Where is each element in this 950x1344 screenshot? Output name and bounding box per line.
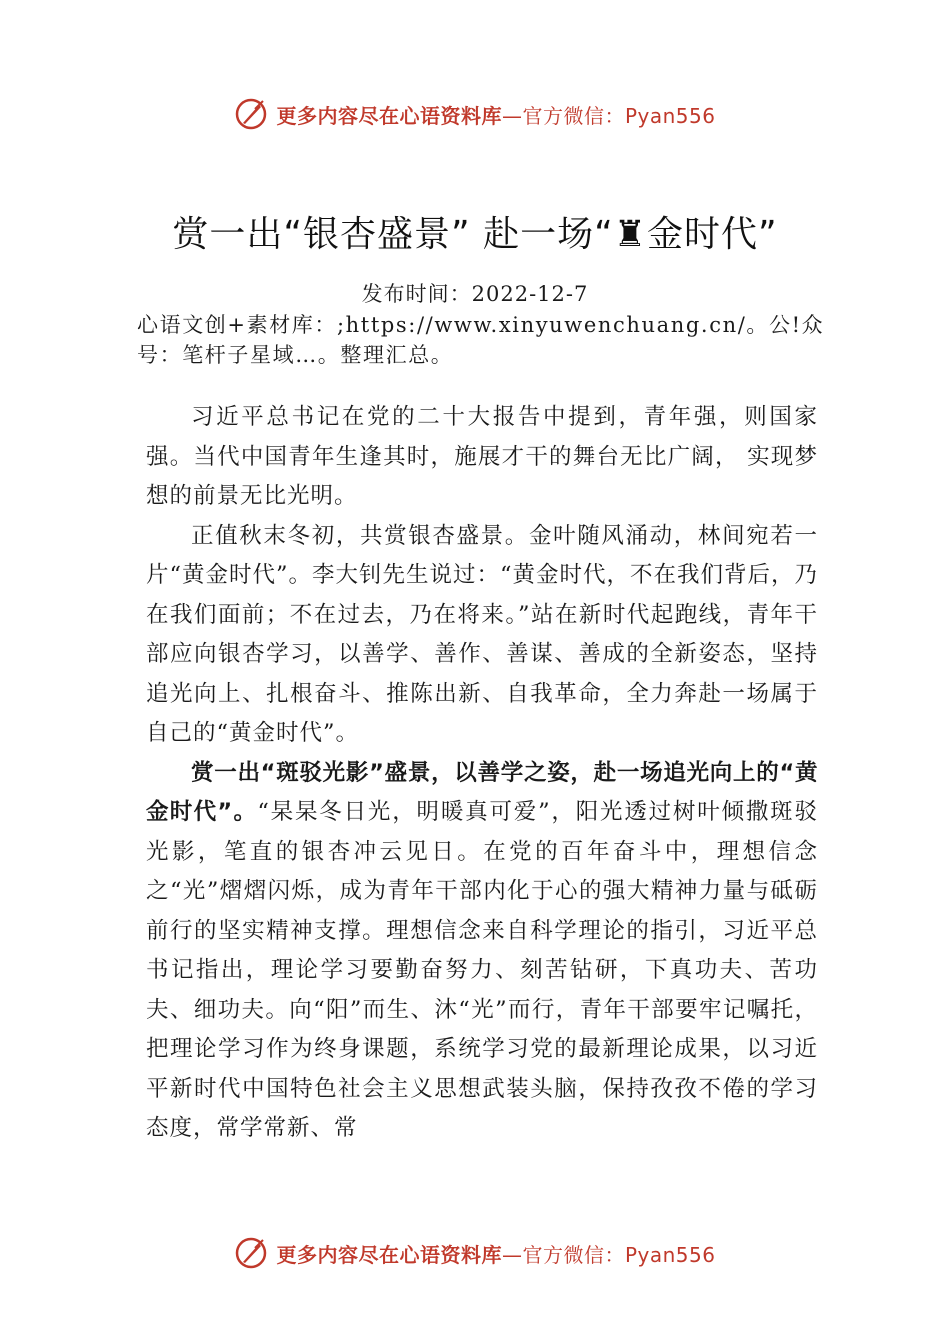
article-title: 赏一出“银杏盛景” 赴一场“♜金时代” <box>172 214 778 255</box>
paragraph: 赏一出“斑驳光影”盛景，以善学之姿，赴一场追光向上的“黄金时代”。“杲杲冬日光，明暖真可爱”，阳光透过树叶倾撒斑驳光影，笔直的银杏冲云见日。在党的百年奋斗中，理想信念之“光”熠熠闪烁，成为青年干部内化于心的强大精神力量与砥砺前行的坚实精神支撑。理想信念来自科学理论的指引，习近平总书记指出，理论学习要勤奋努力、刻苦钻研，下真功夫、苦功夫、细功夫。向“阳”而生、沐“光”而行，青年干部要牢记嘱托，把理论学习作为终身课题，系统学习党的最新理论成果，以习近平新时代中国特色社会主义思想武装头脑，保持孜孜不倦的学习态度，常学常新、常 <box>146 759 818 1141</box>
paragraph: 正值秋末冬初，共赏银杏盛景。金叶随风涌动，林间宛若一片“黄金时代”。李大钊先生说过：“黄金时代，不在我们背后，乃在我们面前；不在过去，乃在将来。”站在新时代起跑线，青年干部应向银杏学习，以善学、善作、善谋、善成的全新姿态，坚持追光向上、扎根奋斗、推陈出新、自我革命，全力奔赴一场属于自己的“黄金时代”。 <box>146 522 819 746</box>
quill-logo-icon <box>234 1236 268 1270</box>
header-watermark-banner <box>0 94 950 134</box>
paragraph-heading: 赏一出“斑驳光影”盛景，以善学之姿，赴一场追光向上的“黄金时代”。 <box>146 759 818 825</box>
paragraph: 习近平总书记在党的二十大报告中提到，青年强，则国家强。当代中国青年生逢其时，施展才干的舞台无比广阔， 实现梦想的前景无比光明。 <box>146 404 818 509</box>
banner-text: 更多内容尽在心语资料库—官方微信：Pyan556 <box>276 103 716 128</box>
banner-text: 更多内容尽在心语资料库—官方微信：Pyan556 <box>276 1242 716 1267</box>
publish-date: 发布时间：2022-12-7 <box>361 282 589 306</box>
quill-logo-icon <box>234 97 268 131</box>
footer-watermark-banner <box>0 1233 950 1273</box>
article-body <box>146 398 818 1149</box>
source-note: 心语文创+素材库：;https://www.xinyuwenchuang.cn/。公!众号：笔杆子星域…。整理汇总。 <box>137 313 825 367</box>
